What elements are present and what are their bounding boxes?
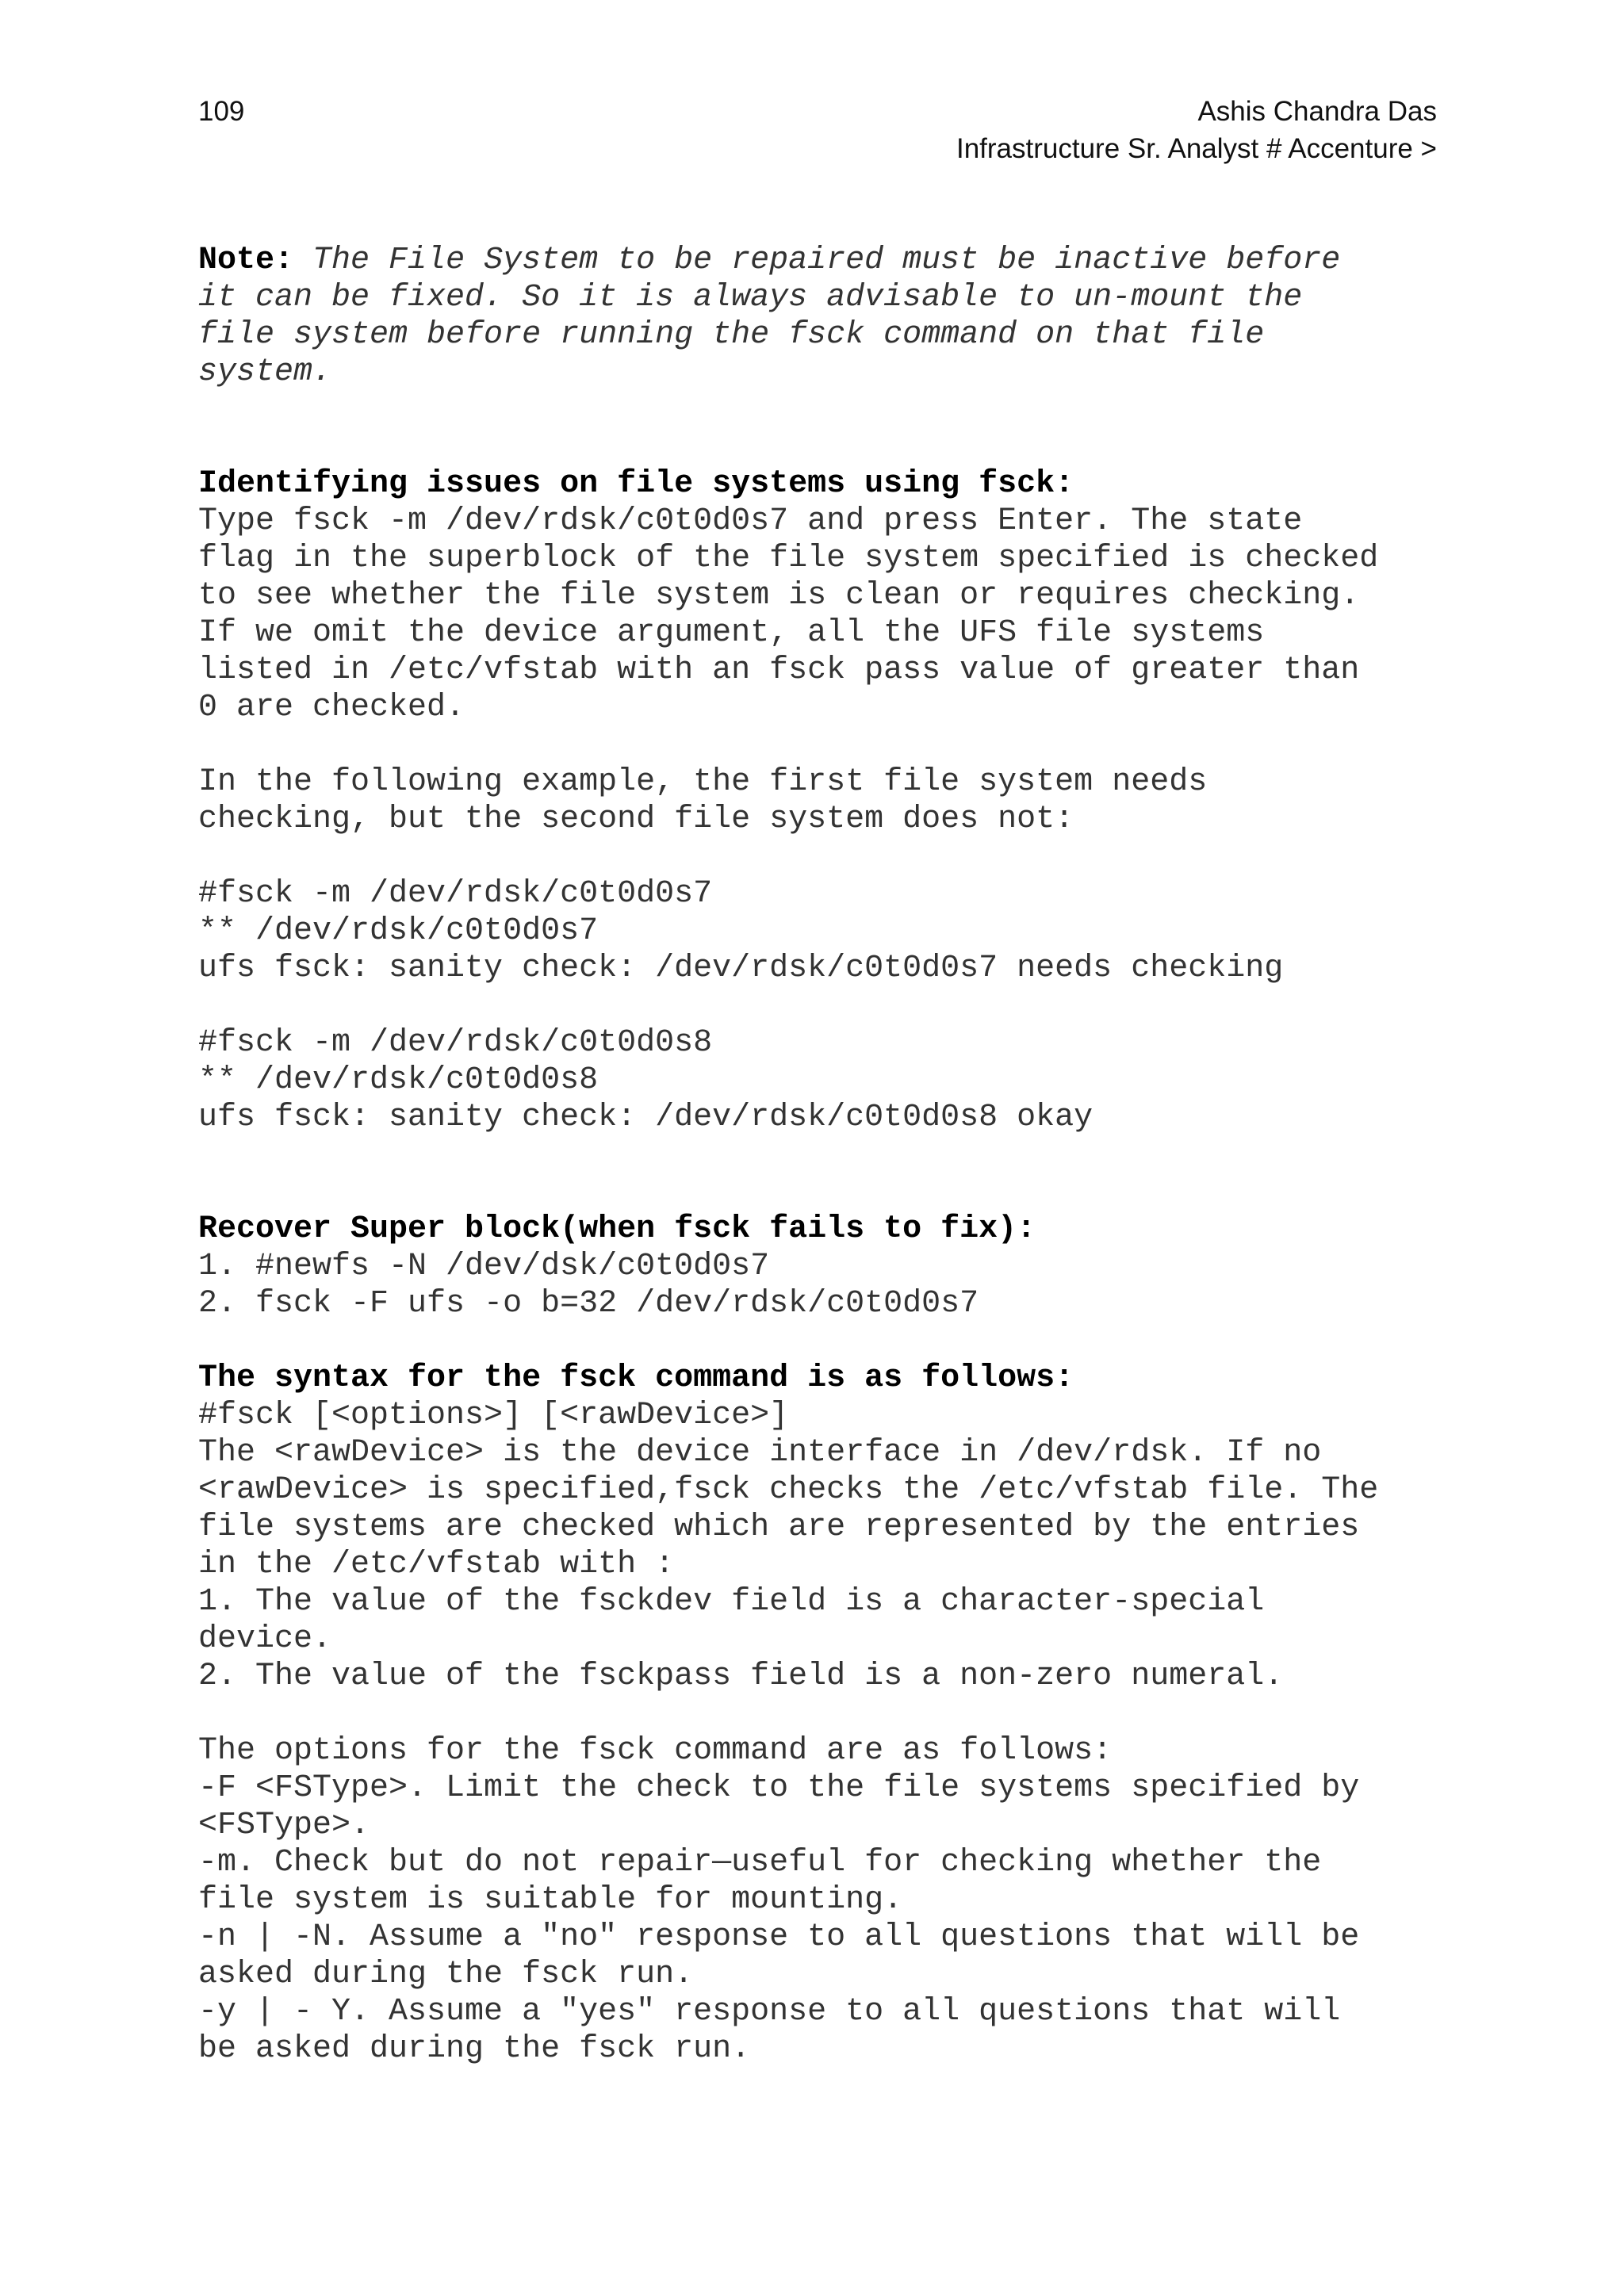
header-author: Ashis Chandra Das xyxy=(1197,96,1437,127)
document-body xyxy=(198,242,1483,2068)
recover-heading: Recover Super block(when fsck fails to fix): xyxy=(198,1211,1036,1247)
syntax-heading: The syntax for the fsck command is as follows: xyxy=(198,1360,1074,1396)
recover-steps: 1. #newfs -N /dev/dsk/c0t0d0s7 2. fsck -F ufs -o b=32 /dev/rdsk/c0t0d0s7 xyxy=(198,1249,979,1322)
spacer xyxy=(198,726,1483,763)
syntax-body: #fsck [<options>] [<rawDevice>] The <rawDevice> is the device interface in /dev/rdsk. If no <rawDevice> is specified,fsck checks the /etc/vfstab file. The file systems are checked which are represented by the entries in the /etc/vfstab with : 1. The value of the fsckdev field is a character-special device. 2. The value of the fsckpass field is a non-zero numeral. xyxy=(198,1398,1379,1694)
note-label: Note: xyxy=(198,243,294,278)
note-text: The File System to be repaired must be inactive before it can be fixed. So it is always advisable to un-mount the file system before running the fsck command on that file system. xyxy=(198,243,1341,390)
options-list: The options for the fsck command are as follows: -F <FSType>. Limit the check to the file systems specified by <FSType>. -m. Check but do not repair—useful for checking whether the file system is suitable for mounting. -n | -N. Assume a "no" response to all questions that will be asked during the fsck run. -y | - Y. Assume a "yes" response to all questions that will be asked during the fsck run. xyxy=(198,1733,1360,2067)
example-output-1: #fsck -m /dev/rdsk/c0t0d0s7 ** /dev/rdsk/c0t0d0s7 ufs fsck: sanity check: /dev/rdsk/c0t0d0s7 needs checking xyxy=(198,876,1284,986)
identifying-body: Type fsck -m /dev/rdsk/c0t0d0s7 and press Enter. The state flag in the superblock of the file system specified is checked to see whether the file system is clean or requires checking. If we omit the device argument, all the UFS file systems listed in /etc/vfstab with an fsck pass value of greater than 0 are checked. xyxy=(198,503,1379,725)
example-output-2: #fsck -m /dev/rdsk/c0t0d0s8 ** /dev/rdsk/c0t0d0s8 ufs fsck: sanity check: /dev/rdsk/c0t0d0s8 okay xyxy=(198,1025,1094,1135)
spacer xyxy=(198,1695,1483,1732)
spacer xyxy=(198,987,1483,1024)
header-role: Infrastructure Sr. Analyst # Accenture > xyxy=(956,133,1437,164)
page-number: 109 xyxy=(198,96,245,127)
spacer xyxy=(198,1136,1483,1211)
identifying-heading: Identifying issues on file systems using fsck: xyxy=(198,466,1074,502)
spacer xyxy=(198,838,1483,875)
spacer xyxy=(198,1322,1483,1360)
spacer xyxy=(198,391,1483,465)
note-paragraph xyxy=(198,242,1483,391)
example-intro: In the following example, the first file system needs checking, but the second file system does not: xyxy=(198,764,1208,837)
